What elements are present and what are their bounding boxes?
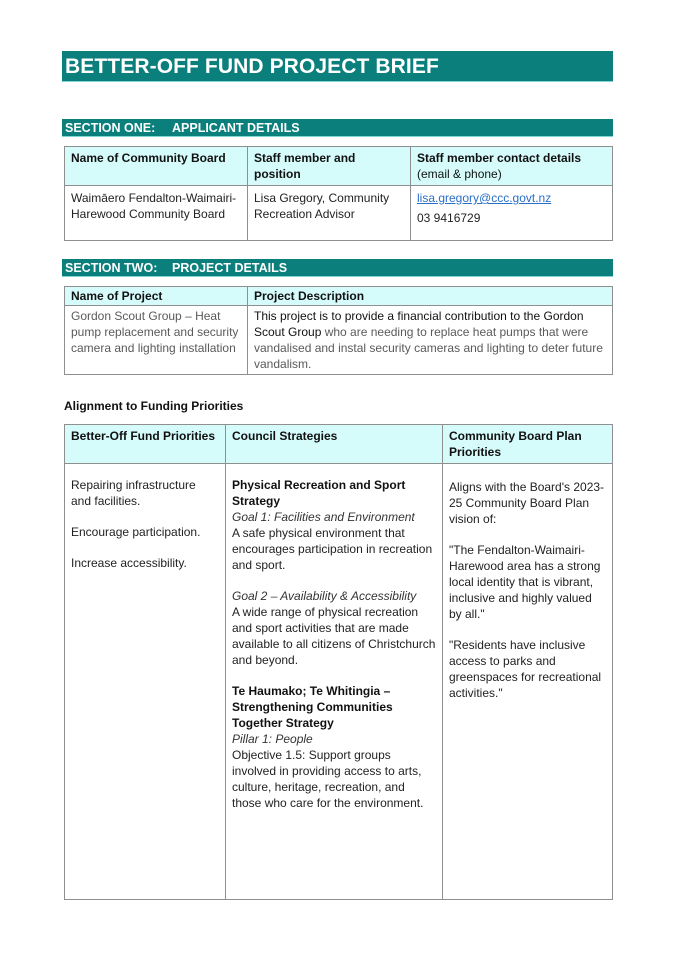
section-one-label: SECTION ONE: xyxy=(65,121,156,135)
strategy-goal: Goal 1: Facilities and Environment xyxy=(232,510,415,524)
header-project-name: Name of Project xyxy=(65,287,248,306)
community-board-value: Waimāero Fendalton-Waimairi-Harewood Community Board xyxy=(65,186,248,241)
strategy-pillar: Pillar 1: People xyxy=(232,732,313,746)
alignment-table xyxy=(64,424,613,900)
project-description-lead: This project is to provide a financial contribution to the Gordon Scout Group xyxy=(254,309,584,339)
project-description-rest: who are needing to replace heat pumps that were vandalised and instal security cameras and lighting to deter future vandalism. xyxy=(254,325,603,371)
table-row xyxy=(65,306,613,375)
strategy-title: Te Haumako; Te Whitingia – Strengthening Communities Together Strategy xyxy=(232,684,393,730)
applicant-details-table xyxy=(64,146,613,241)
table-row xyxy=(65,464,613,900)
strategy-goal-text: A wide range of physical recreation and sport activities that are made available to all citizens of Christchurch and beyond. xyxy=(232,605,436,667)
section-one-name: APPLICANT DETAILS xyxy=(172,121,300,135)
header-council-strategies: Council Strategies xyxy=(226,425,443,464)
header-fund-priorities: Better-Off Fund Priorities xyxy=(65,425,226,464)
section-two-name: PROJECT DETAILS xyxy=(172,261,288,275)
strategy-title: Physical Recreation and Sport Strategy xyxy=(232,478,406,508)
table-header-row xyxy=(65,287,613,306)
strategy-goal: Goal 2 – Availability & Accessibility xyxy=(232,589,417,603)
section-one-header xyxy=(62,119,613,137)
section-two-label: SECTION TWO: xyxy=(65,261,158,275)
council-strategies-cell xyxy=(226,464,443,900)
strategy-objective: Objective 1.5: Support groups involved in providing access to arts, culture, heritage, recreation, and those who care for the environment. xyxy=(232,748,424,810)
board-priority-item: Aligns with the Board's 2023-25 Community Board Plan vision of: xyxy=(449,480,605,526)
board-priorities-cell xyxy=(443,464,613,900)
contact-details-value xyxy=(411,186,613,241)
header-contact-sub: (email & phone) xyxy=(417,167,502,181)
header-board-priorities: Community Board Plan Priorities xyxy=(443,425,613,464)
project-name-value: Gordon Scout Group – Heat pump replacement and security camera and lighting installation xyxy=(65,306,248,375)
board-priority-item: "Residents have inclusive access to parks and greenspaces for recreational activities." xyxy=(449,638,602,700)
phone-value: 03 9416729 xyxy=(417,211,481,225)
table-row xyxy=(65,186,613,241)
alignment-heading: Alignment to Funding Priorities xyxy=(64,399,244,413)
strategy-goal-text: A safe physical environment that encourages participation in recreation and sport. xyxy=(232,526,433,572)
header-contact-label: Staff member contact details xyxy=(417,151,582,165)
project-description-value xyxy=(248,306,613,375)
staff-member-value: Lisa Gregory, Community Recreation Advisor xyxy=(248,186,411,241)
table-header-row xyxy=(65,425,613,464)
board-priority-item: "The Fendalton-Waimairi-Harewood area has a strong local identity that is vibrant, inclusive and highly valued by all." xyxy=(449,543,601,621)
header-community-board: Name of Community Board xyxy=(65,147,248,186)
section-two-header xyxy=(62,259,613,277)
header-project-description: Project Description xyxy=(248,287,613,306)
fund-priority-item: Encourage participation. xyxy=(71,525,201,539)
fund-priority-item: Repairing infrastructure and facilities. xyxy=(71,478,196,508)
header-staff-member: Staff member and position xyxy=(248,147,411,186)
email-link[interactable]: lisa.gregory@ccc.govt.nz xyxy=(417,191,552,205)
fund-priorities-cell xyxy=(65,464,226,900)
project-details-table xyxy=(64,286,613,375)
header-contact-details xyxy=(411,147,613,186)
fund-priority-item: Increase accessibility. xyxy=(71,556,187,570)
document-title: BETTER-OFF FUND PROJECT BRIEF xyxy=(62,51,613,82)
table-header-row xyxy=(65,147,613,186)
